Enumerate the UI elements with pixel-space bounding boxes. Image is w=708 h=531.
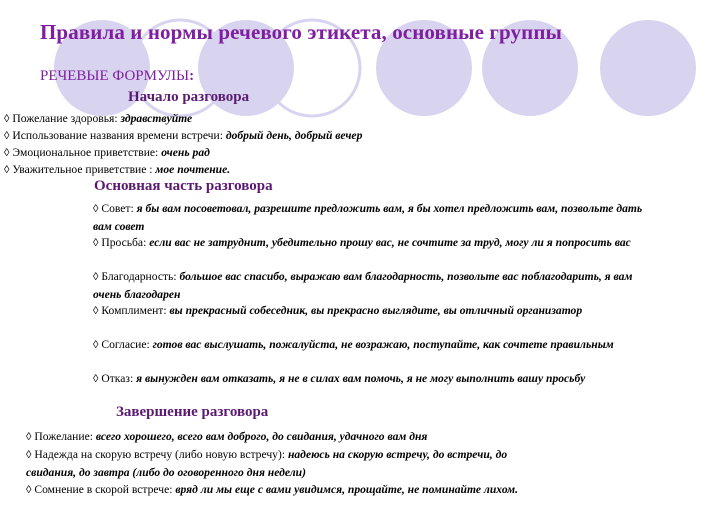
- item-label: Пожелание:: [34, 430, 96, 443]
- list-item: [93, 370, 663, 388]
- bullet-icon: ◊: [93, 373, 99, 385]
- item-label: Просьба:: [101, 236, 150, 249]
- item-label: Отказ:: [101, 372, 137, 385]
- bullet-icon: ◊: [93, 339, 99, 351]
- section-main-heading: Основная часть разговора: [94, 178, 273, 194]
- bullet-icon: ◊: [93, 305, 99, 317]
- item-label: Надежда на скорую встречу (либо новую встречу):: [34, 448, 288, 461]
- list-item: [4, 161, 230, 179]
- item-example: вряд ли мы еще с вами увидимся, прощайте, не поминайте лихом.: [175, 483, 519, 496]
- item-label: Комплимент:: [101, 304, 170, 317]
- item-example: большое вас спасибо, выражаю вам благодарность, позвольте вас поблагодарить, я вам очень благодарен: [93, 270, 633, 301]
- list-item: [93, 302, 663, 320]
- item-example: очень рад: [161, 146, 210, 159]
- list-item: [93, 336, 663, 354]
- item-example: надеюсь на скорую встречу, до встречи, до свидания, до завтра (либо до оговоренного дня недели): [26, 448, 508, 479]
- list-item: [26, 446, 538, 481]
- filled-circle: [600, 20, 696, 116]
- list-item: [4, 127, 362, 145]
- item-label: Использование названия времени встречи:: [12, 129, 226, 142]
- item-label: Сомнение в скорой встрече:: [34, 483, 176, 496]
- bullet-icon: ◊: [26, 431, 32, 443]
- item-example: если вас не затруднит, убедительно прошу вас, не сочтите за труд, могу ли я попросить вас: [149, 236, 631, 249]
- list-item: [26, 428, 427, 446]
- slide-title: Правила и нормы речевого этикета, основные группы: [40, 20, 563, 44]
- bullet-icon: ◊: [4, 164, 10, 176]
- item-example: я бы вам посоветовал, разрешите предложить вам, я бы хотел предложить вам, позвольте дать вам совет: [93, 202, 643, 233]
- speech-formulas-label: РЕЧЕВЫЕ ФОРМУЛЫ: [40, 68, 190, 84]
- list-item: [93, 234, 663, 252]
- bullet-icon: ◊: [4, 147, 10, 159]
- item-label: Пожелание здоровья:: [12, 112, 121, 125]
- item-example: готов вас выслушать, пожалуйста, не возражаю, поступайте, как сочтете правильным: [152, 338, 614, 351]
- bullet-icon: ◊: [26, 484, 32, 496]
- item-example: вы прекрасный собеседник, вы прекрасно выглядите, вы отличный организатор: [169, 304, 583, 317]
- bullet-icon: ◊: [26, 449, 32, 461]
- bullet-icon: ◊: [93, 271, 99, 283]
- item-example: я вынужден вам отказать, я не в силах вам помочь, я не могу выполнить вашу просьбу: [136, 372, 586, 385]
- list-item: [93, 268, 663, 303]
- list-item: [4, 144, 210, 162]
- item-label: Согласие:: [101, 338, 153, 351]
- item-example: добрый день, добрый вечер: [225, 129, 363, 142]
- bullet-icon: ◊: [4, 130, 10, 142]
- item-example: мое почтение.: [155, 163, 231, 176]
- bullet-icon: ◊: [93, 203, 99, 215]
- item-label: Эмоциональное приветствие:: [12, 146, 162, 159]
- list-item: [4, 110, 192, 128]
- bullet-icon: ◊: [93, 237, 99, 249]
- item-label: Совет:: [101, 202, 137, 215]
- item-example: здравствуйте: [120, 112, 193, 125]
- item-label: Уважительное приветствие :: [12, 163, 156, 176]
- speech-formulas-colon: :: [189, 68, 195, 84]
- list-item: [26, 481, 526, 499]
- item-label: Благодарность:: [101, 270, 180, 283]
- section-end-heading: Завершение разговора: [116, 404, 269, 420]
- section-start-heading: Начало разговора: [128, 89, 250, 105]
- speech-formulas-heading: [40, 68, 194, 85]
- item-example: всего хорошего, всего вам доброго, до свидания, удачного вам дня: [95, 430, 428, 443]
- bullet-icon: ◊: [4, 113, 10, 125]
- list-item: [93, 200, 663, 235]
